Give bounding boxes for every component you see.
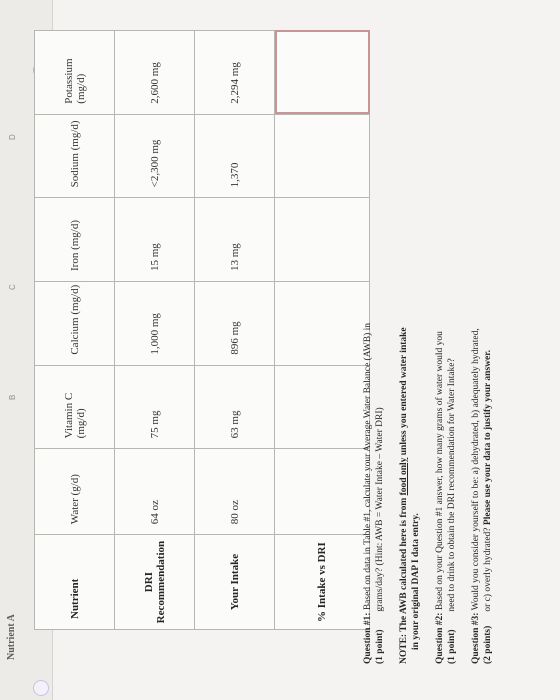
cell-nutrient[interactable]: Potassium (mg/d) — [35, 31, 115, 115]
table-row-nutrient — [35, 31, 115, 630]
note-text-underlined: food only — [399, 457, 409, 496]
question-3-text-line1: Would you consider yourself to be: a) dehydrated, b) adequately hydrated, — [471, 328, 481, 611]
questions-block — [362, 24, 506, 664]
question-2-title: Question #2: — [435, 612, 445, 664]
cell-intake[interactable]: 2,294 mg — [195, 31, 275, 115]
column-letter-b[interactable]: B — [8, 394, 17, 400]
cell-pct-selected[interactable] — [275, 31, 370, 115]
header-dri-line2: Recommendation — [154, 540, 167, 624]
note-text-end: unless you entered water intake — [399, 327, 409, 458]
cell-dri[interactable]: 64 oz — [115, 449, 195, 535]
column-letter-d[interactable]: D — [8, 134, 17, 140]
cell-nutrient[interactable]: Sodium (mg/d) — [35, 114, 115, 198]
question-2-points: (1 point) — [447, 629, 457, 664]
cell-nutrient[interactable]: Vitamin C (mg/d) — [35, 365, 115, 449]
question-1-points: (1 point) — [375, 629, 385, 664]
question-1-text-line2: grams/day? (Hint: AWB = Water Intake – Water DRI) — [375, 407, 385, 612]
column-letter-c[interactable]: C — [8, 284, 17, 290]
cell-pct[interactable] — [275, 449, 370, 535]
note-text-line2: in your original DAP I data entry. — [411, 513, 421, 650]
note-text-start: NOTE: The AWB calculated here is from — [399, 495, 409, 664]
cell-dri[interactable]: <2,300 mg — [115, 114, 195, 198]
cell-dri[interactable]: 2,600 mg — [115, 31, 195, 115]
question-3-title: Question #3: — [471, 612, 481, 664]
cell-pct[interactable] — [275, 282, 370, 366]
cell-nutrient[interactable]: Iron (mg/d) — [35, 198, 115, 282]
question-1-title: Question #1: — [363, 612, 373, 664]
dri-table — [34, 30, 370, 630]
cell-dri[interactable]: 1,000 mg — [115, 282, 195, 366]
cell-dri[interactable]: 75 mg — [115, 365, 195, 449]
table-row-intake — [195, 31, 275, 630]
question-3 — [470, 24, 494, 664]
cell-intake[interactable]: 896 mg — [195, 282, 275, 366]
cell-nutrient[interactable]: Water (g/d) — [35, 449, 115, 535]
header-dri[interactable] — [115, 535, 195, 630]
header-dri-line1: DRI — [142, 572, 155, 593]
cell-intake[interactable]: 80 oz — [195, 449, 275, 535]
header-nutrient[interactable]: Nutrient — [35, 535, 115, 630]
question-3-text-line2a: or c) overly hydrated? — [483, 525, 493, 612]
awb-note — [398, 24, 422, 664]
question-1 — [362, 24, 386, 664]
cell-dri[interactable]: 15 mg — [115, 198, 195, 282]
table-row-dri — [115, 31, 195, 630]
cell-intake[interactable]: 63 mg — [195, 365, 275, 449]
cell-intake[interactable]: 13 mg — [195, 198, 275, 282]
cell-nutrient[interactable]: Calcium (mg/d) — [35, 282, 115, 366]
question-2-text-line2: need to drink to obtain the DRI recommendation for Water Intake? — [447, 358, 457, 612]
question-3-points: (2 points) — [483, 625, 493, 664]
question-2-text-line1: Based on your Question #1 answer, how many grams of water would you — [435, 331, 445, 611]
cell-pct[interactable] — [275, 114, 370, 198]
header-pct-intake-vs-dri[interactable]: % Intake vs DRI — [275, 535, 370, 630]
table-row-pct — [275, 31, 370, 630]
header-your-intake[interactable]: Your Intake — [195, 535, 275, 630]
cut-header-text: Nutrient A — [6, 614, 17, 660]
cell-pct[interactable] — [275, 365, 370, 449]
cell-intake[interactable]: 1,370 — [195, 114, 275, 198]
cell-pct[interactable] — [275, 198, 370, 282]
question-3-text-line2b: Please use your data to justify your answer. — [483, 350, 493, 526]
question-1-text-line1: Based on data in Table #1, calculate your Average Water Balance (AWB) in — [363, 322, 373, 611]
question-2 — [434, 24, 458, 664]
